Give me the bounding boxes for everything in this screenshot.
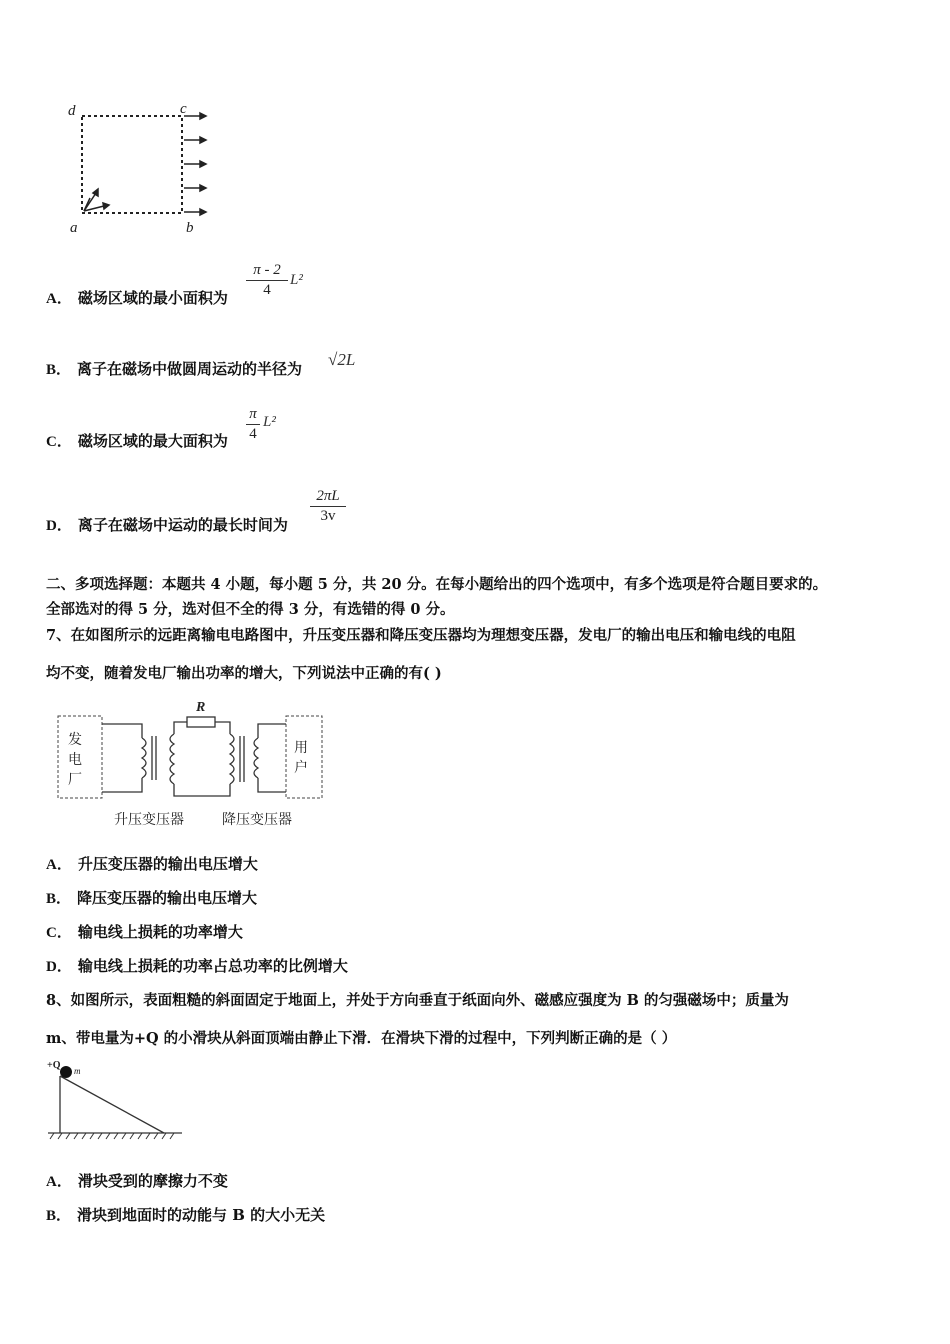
resistor-label: R	[196, 700, 206, 715]
q6-option-a: A． 磁场区域的最小面积为	[46, 289, 228, 307]
plant-char-1: 发	[68, 733, 82, 748]
q7-option-c: C． 输电线上损耗的功率增大	[46, 923, 243, 941]
section2-heading: 二、多项选择题：本题共 4 小题，每小题 5 分，共 20 分。在每小题给出的四个选项中，有多个选项是符合题目要求的。	[46, 576, 828, 593]
section2-heading-cont: 全部选对的得 5 分，选对但不全的得 3 分，有选错的得 0 分。	[46, 601, 455, 618]
q8-option-a: A． 滑块受到的摩擦力不变	[46, 1172, 228, 1190]
plant-char-3: 厂	[68, 773, 82, 788]
user-char-2: 户	[294, 761, 308, 776]
transmission-circuit-figure	[54, 696, 334, 836]
incline-figure	[44, 1056, 189, 1146]
q8-stem-line2: m、带电量为+Q 的小滑块从斜面顶端由静止下滑．在滑块下滑的过程中，下列判断正确的是（ ）	[46, 1030, 677, 1047]
q6-d-fraction: 2πL 3v	[310, 488, 346, 525]
step-down-label: 降压变压器	[222, 813, 292, 828]
q6-c-fraction: π 4	[246, 406, 260, 443]
square-region-figure	[60, 98, 220, 240]
q6-a-tail: L²	[290, 272, 303, 288]
label-a: a	[70, 220, 78, 236]
mass-label: m	[74, 1066, 81, 1076]
q8-option-b: B． 滑块到地面时的动能与 B 的大小无关	[46, 1206, 326, 1224]
q7-stem-line1: 7、在如图所示的远距离输电电路图中，升压变压器和降压变压器均为理想变压器，发电厂的输出电压和输电线的电阻	[46, 627, 796, 644]
label-b: b	[186, 220, 194, 236]
q6-option-c: C． 磁场区域的最大面积为	[46, 432, 228, 450]
q6-option-b: B． 离子在磁场中做圆周运动的半径为	[46, 360, 303, 378]
q6-c-tail: L²	[263, 414, 276, 430]
q7-stem-line2: 均不变，随着发电厂输出功率的增大，下列说法中正确的有( )	[46, 665, 442, 682]
q6-option-d: D． 离子在磁场中运动的最长时间为	[46, 516, 288, 534]
q7-option-d: D． 输电线上损耗的功率占总功率的比例增大	[46, 957, 348, 975]
q7-option-b: B． 降压变压器的输出电压增大	[46, 889, 258, 907]
q6-b-math: √2L	[328, 350, 356, 369]
charge-label: +Q	[47, 1060, 61, 1071]
q7-option-a: A． 升压变压器的输出电压增大	[46, 855, 258, 873]
q6-a-fraction: π - 2 4	[246, 262, 288, 299]
step-up-label: 升压变压器	[114, 813, 184, 828]
label-c: c	[180, 101, 187, 117]
user-char-1: 用	[294, 741, 308, 756]
label-d: d	[68, 103, 76, 119]
plant-char-2: 电	[68, 753, 82, 768]
q8-stem-line1: 8、如图所示，表面粗糙的斜面固定于地面上，并处于方向垂直于纸面向外、磁感应强度为 B 的匀强磁场中；质量为	[46, 992, 789, 1009]
